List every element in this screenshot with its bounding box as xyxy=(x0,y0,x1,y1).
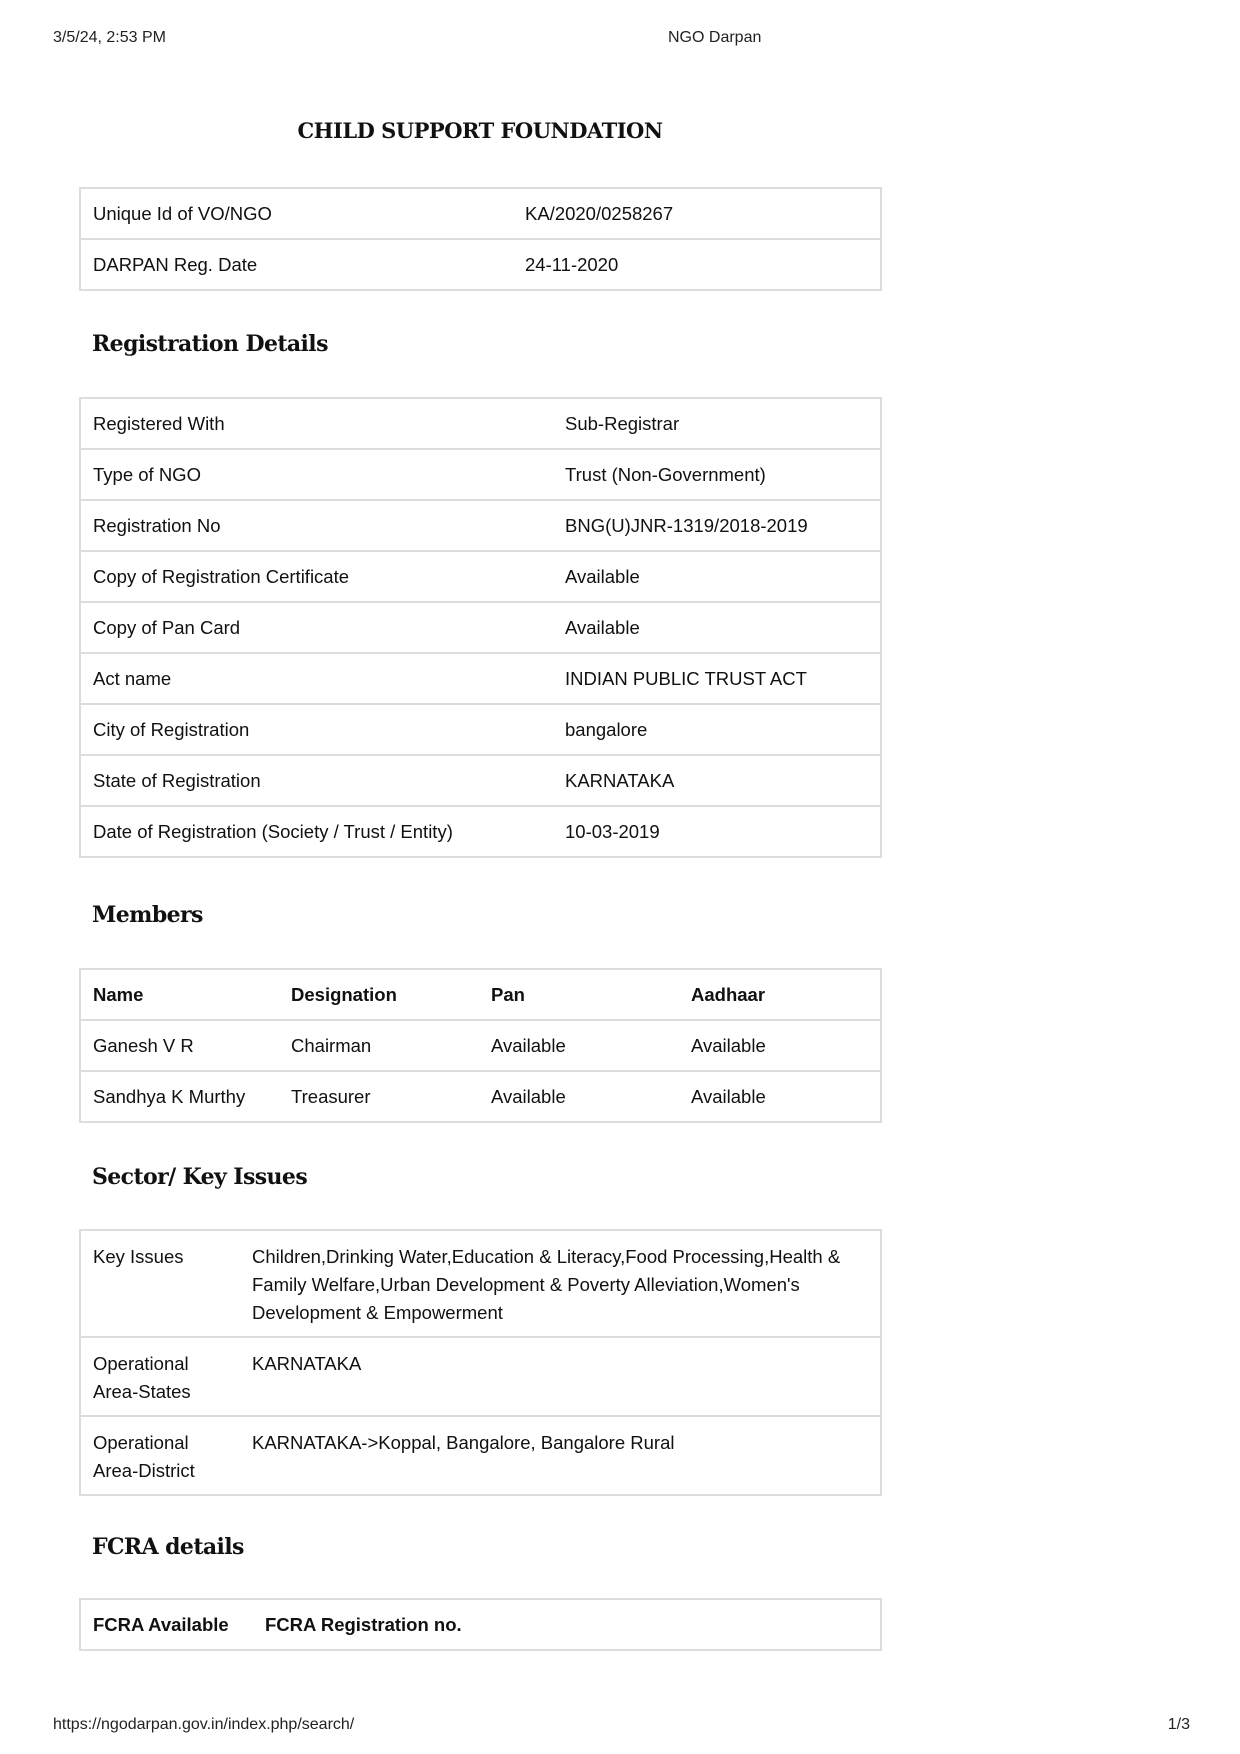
row-label: State of Registration xyxy=(80,755,553,806)
table-row xyxy=(80,806,881,857)
column-header: FCRA Registration no. xyxy=(265,1613,462,1635)
fcra-section-title: FCRA details xyxy=(92,1534,244,1560)
column-header: FCRA Available xyxy=(93,1613,229,1635)
members-table xyxy=(79,968,882,1123)
row-label: Copy of Pan Card xyxy=(80,602,553,653)
table-row xyxy=(80,1416,881,1495)
darpan-reg-date-value: 24-11-2020 xyxy=(513,239,881,290)
table-row xyxy=(80,653,881,704)
print-header xyxy=(0,29,1240,51)
row-value: BNG(U)JNR-1319/2018-2019 xyxy=(553,500,881,551)
table-row xyxy=(80,602,881,653)
print-footer xyxy=(0,1716,1240,1738)
table-row xyxy=(80,755,881,806)
row-value: INDIAN PUBLIC TRUST ACT xyxy=(553,653,881,704)
row-label: Copy of Registration Certificate xyxy=(80,551,553,602)
fcra-table xyxy=(79,1598,882,1651)
row-value: Sub-Registrar xyxy=(565,412,680,434)
table-row xyxy=(80,551,881,602)
print-site-title: NGO Darpan xyxy=(668,29,762,46)
table-row xyxy=(80,500,881,551)
member-name: Ganesh V R xyxy=(80,1020,279,1071)
row-value: Trust (Non-Government) xyxy=(553,449,881,500)
table-row xyxy=(80,704,881,755)
row-label: Type of NGO xyxy=(80,449,553,500)
column-header: Pan xyxy=(491,983,525,1005)
member-pan: Available xyxy=(479,1020,679,1071)
table-header-row xyxy=(80,1599,881,1650)
print-datetime: 3/5/24, 2:53 PM xyxy=(53,29,166,46)
row-label: Registration No xyxy=(80,500,553,551)
member-name: Sandhya K Murthy xyxy=(80,1071,279,1122)
sector-table xyxy=(79,1229,882,1496)
row-label: Operational Area-District xyxy=(80,1416,240,1495)
table-header-row xyxy=(80,969,881,1020)
key-issues-value: Children,Drinking Water,Education & Literacy,Food Processing,Health & Family Welfare,Urban Development & Poverty Alleviation,Women's Development & Empowerment xyxy=(252,1246,841,1323)
row-value: Available xyxy=(553,602,881,653)
table-row xyxy=(80,398,881,449)
table-row xyxy=(80,1337,881,1416)
row-value: bangalore xyxy=(553,704,881,755)
column-header: Aadhaar xyxy=(691,983,766,1005)
member-designation: Chairman xyxy=(279,1020,479,1071)
table-row xyxy=(80,188,881,239)
member-aadhaar: Available xyxy=(679,1020,881,1071)
print-page-number: 1/3 xyxy=(1167,1716,1190,1733)
registration-table xyxy=(79,397,882,858)
table-row xyxy=(80,449,881,500)
registration-section-title: Registration Details xyxy=(92,331,328,357)
darpan-reg-date-label: DARPAN Reg. Date xyxy=(80,239,513,290)
row-value: KARNATAKA xyxy=(553,755,881,806)
operational-district-value: KARNATAKA->Koppal, Bangalore, Bangalore Rural xyxy=(240,1416,881,1495)
row-label: Key Issues xyxy=(93,1246,184,1267)
row-label: Act name xyxy=(80,653,553,704)
row-label: Date of Registration (Society / Trust / Entity) xyxy=(80,806,553,857)
print-url: https://ngodarpan.gov.in/index.php/search/ xyxy=(53,1716,355,1733)
unique-id-value: KA/2020/0258267 xyxy=(525,202,674,224)
row-value: Available xyxy=(553,551,881,602)
unique-id-label: Unique Id of VO/NGO xyxy=(93,202,272,224)
row-label: City of Registration xyxy=(80,704,553,755)
member-pan: Available xyxy=(479,1071,679,1122)
id-table xyxy=(79,187,882,291)
table-row xyxy=(80,1020,881,1071)
member-designation: Treasurer xyxy=(279,1071,479,1122)
org-name: CHILD SUPPORT FOUNDATION xyxy=(297,118,663,143)
members-section-title: Members xyxy=(92,902,203,928)
row-label: Operational Area-States xyxy=(80,1337,240,1416)
column-header: Designation xyxy=(291,983,397,1005)
column-header: Name xyxy=(93,983,144,1005)
member-aadhaar: Available xyxy=(679,1071,881,1122)
operational-states-value: KARNATAKA xyxy=(240,1337,881,1416)
table-row xyxy=(80,1071,881,1122)
row-value: 10-03-2019 xyxy=(553,806,881,857)
table-row xyxy=(80,239,881,290)
sector-section-title: Sector/ Key Issues xyxy=(92,1164,308,1190)
row-label: Registered With xyxy=(93,412,225,434)
table-row xyxy=(80,1230,881,1337)
